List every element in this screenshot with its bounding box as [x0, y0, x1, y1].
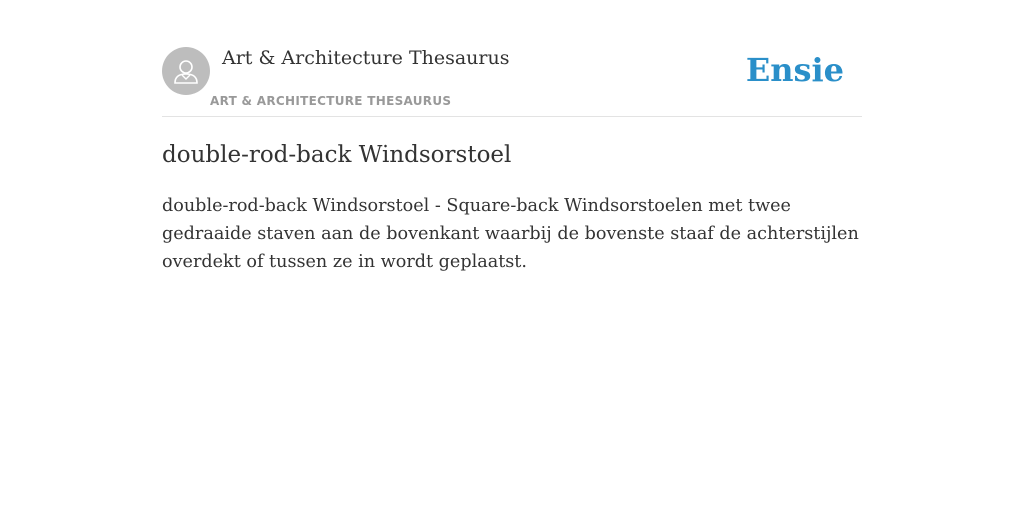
author-name[interactable]: Art & Architecture Thesaurus [222, 47, 510, 69]
avatar[interactable] [162, 47, 210, 95]
ensie-logo[interactable]: Ensie [745, 51, 844, 89]
user-icon [172, 57, 200, 85]
entry-definition: double-rod-back Windsorstoel - Square-back Windsorstoelen met twee gedraaide staven aan de bovenkant waarbij de bovenste staaf de achterstijlen overdekt of tussen ze in wordt geplaatst. [162, 196, 859, 272]
source-link[interactable]: ART & ARCHITECTURE THESAURUS [210, 94, 452, 108]
entry-title: double-rod-back Windsorstoel [162, 142, 512, 168]
entry-header [162, 44, 862, 117]
